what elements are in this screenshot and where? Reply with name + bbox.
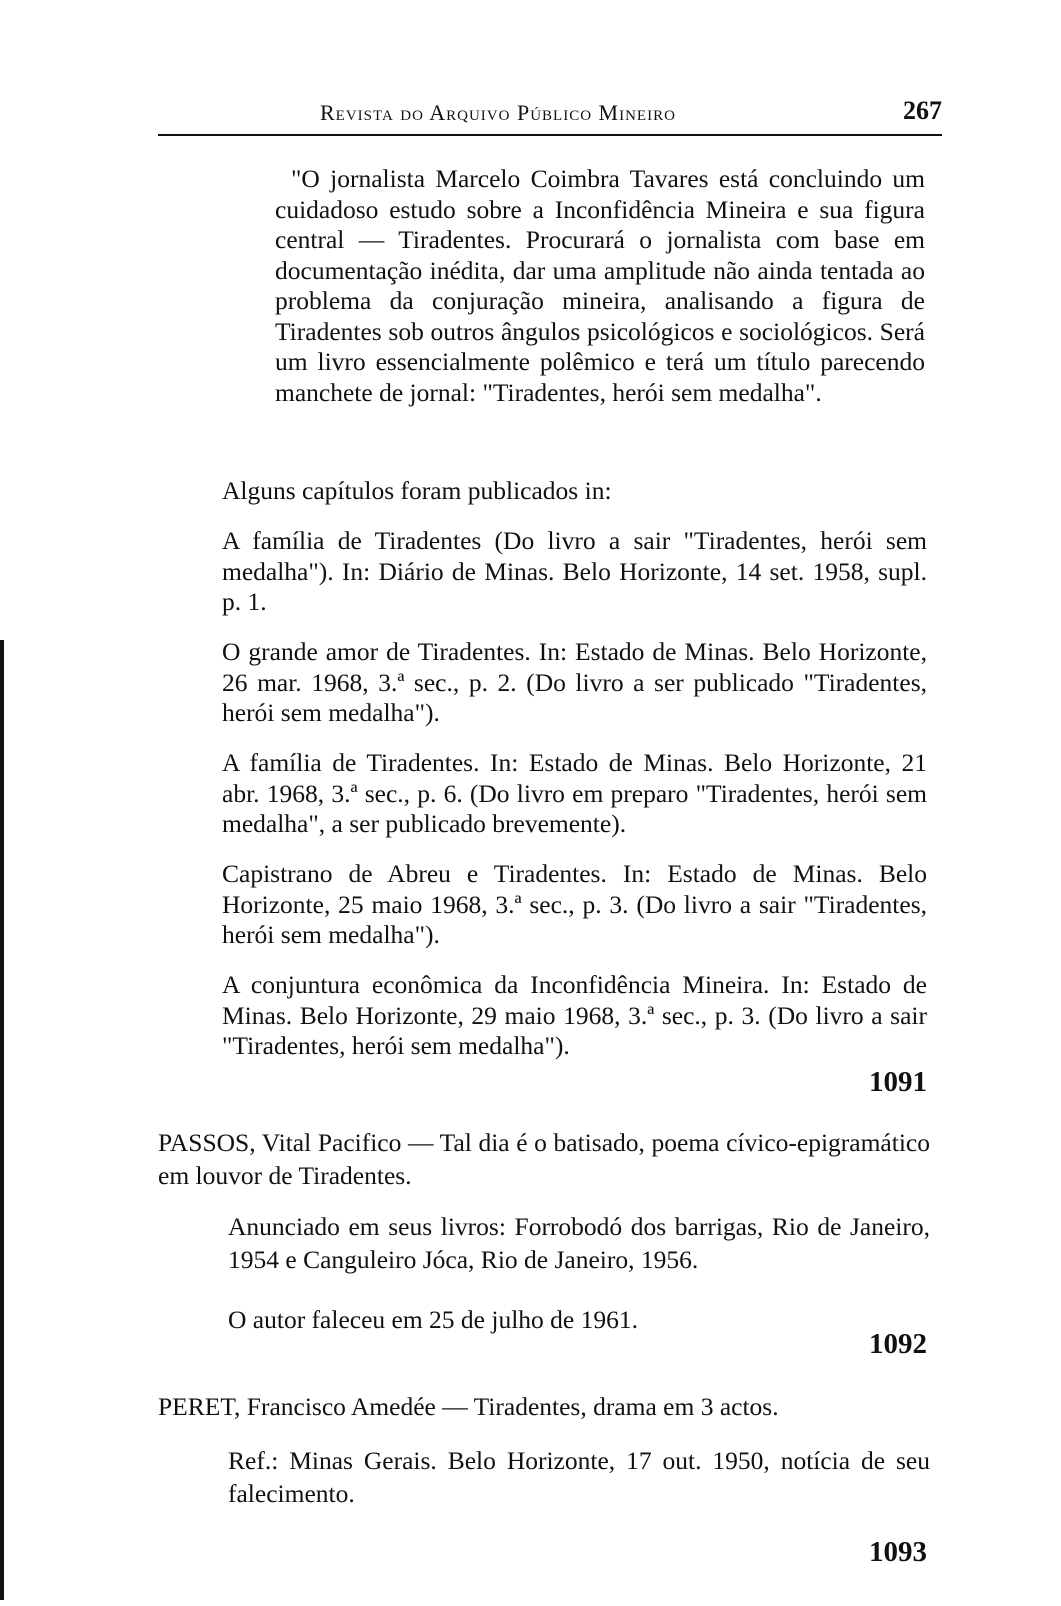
entry-number: 1093	[869, 1536, 927, 1568]
header-rule	[158, 134, 942, 136]
entry-number: 1092	[869, 1328, 927, 1360]
entry-heading-passos: PASSOS, Vital Pacifico — Tal dia é o batisado, poema cívico-epigramático em louvor de Tiradentes.	[158, 1128, 930, 1190]
entry-note: Anunciado em seus livros: Forrobodó dos barrigas, Rio de Janeiro, 1954 e Canguleiro Jóca, Rio de Janeiro, 1956.	[228, 1212, 930, 1274]
reference-item: Capistrano de Abreu e Tiradentes. In: Estado de Minas. Belo Horizonte, 25 maio 1968, 3.ª sec., p. 3. (Do livro a sair "Tiradentes, herói sem medalha").	[222, 859, 927, 949]
reference-item: A conjuntura econômica da Inconfidência Mineira. In: Estado de Minas. Belo Horizonte, 29 maio 1968, 3.ª sec., p. 3. (Do livro a sair "Tiradentes, herói sem medalha").	[222, 970, 927, 1060]
block-quote: "O jornalista Marcelo Coimbra Tavares está concluindo um cuidadoso estudo sobre a Inconfidência Mineira e sua figura central — Tiradentes. Procurará o jornalista com base em documentação inédita, dar uma amplitude não ainda tentada ao problema da conjuração mineira, analisando a figura de Tiradentes sob outros ângulos psicológicos e sociológicos. Será um livro essencialmente polêmico e terá um título parecendo manchete de jornal: "Tiradentes, herói sem medalha".	[275, 164, 925, 407]
entry-number: 1091	[869, 1066, 927, 1098]
intro-paragraph: Alguns capítulos foram publicados in:	[222, 476, 612, 505]
entry-heading-peret: PERET, Francisco Amedée — Tiradentes, drama em 3 actos.	[158, 1392, 779, 1421]
journal-title: Revista do Arquivo Público Mineiro	[320, 100, 676, 125]
reference-item: A família de Tiradentes (Do livro a sair "Tiradentes, herói sem medalha"). In: Diário de Minas. Belo Horizonte, 14 set. 1958, supl. p. 1.	[222, 526, 927, 616]
entry-note: O autor faleceu em 25 de julho de 1961.	[228, 1305, 638, 1334]
scan-edge	[0, 640, 10, 1600]
page-number: 267	[903, 96, 942, 125]
reference-item: A família de Tiradentes. In: Estado de Minas. Belo Horizonte, 21 abr. 1968, 3.ª sec., p. 6. (Do livro em preparo "Tiradentes, herói sem medalha", a ser publicado brevemente).	[222, 748, 927, 838]
entry-note: Ref.: Minas Gerais. Belo Horizonte, 17 out. 1950, notícia de seu falecimento.	[228, 1446, 930, 1508]
running-header	[158, 96, 942, 136]
reference-item: O grande amor de Tiradentes. In: Estado de Minas. Belo Horizonte, 26 mar. 1968, 3.ª sec., p. 2. (Do livro a ser publicado "Tiradentes, herói sem medalha").	[222, 637, 927, 727]
